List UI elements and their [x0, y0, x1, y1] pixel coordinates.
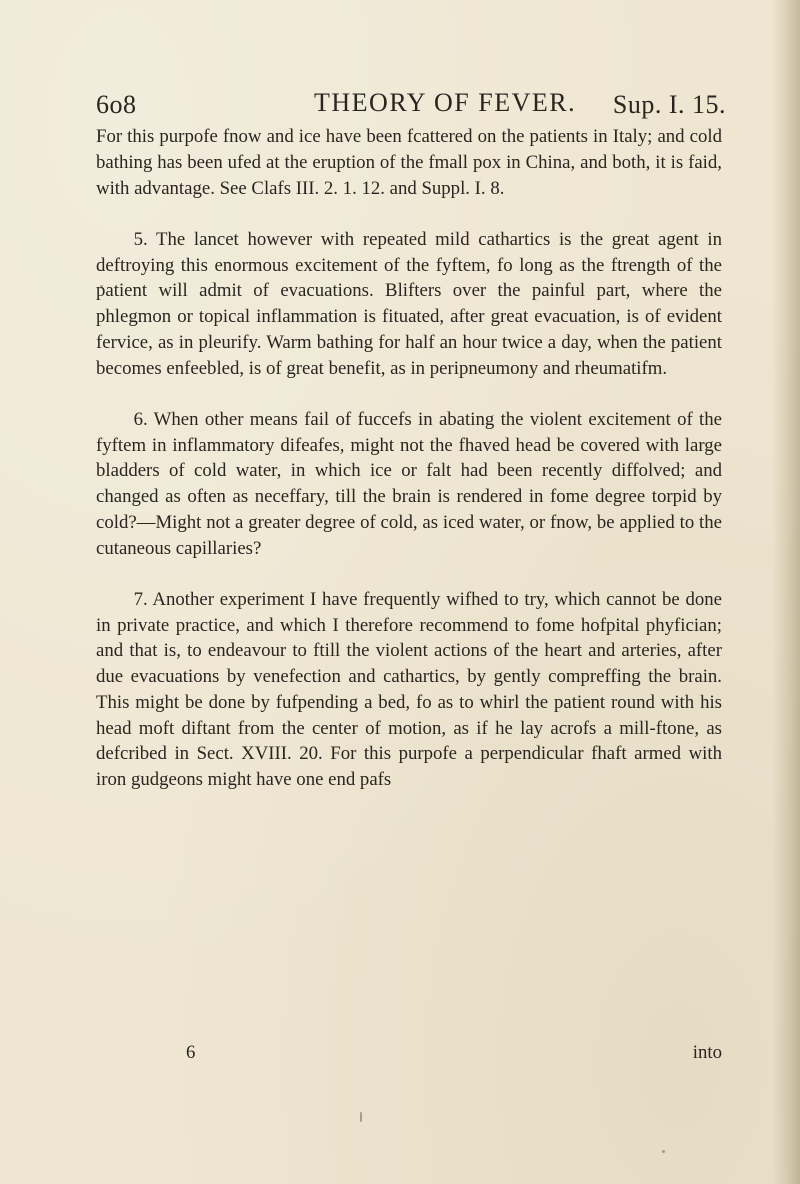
running-title: THEORY OF FEVER.	[314, 88, 577, 117]
body-text	[96, 124, 722, 818]
signature-mark: 6	[186, 1042, 196, 1063]
paragraph-6: 6. When other means fail of fuccefs in abating the violent excitement of the fyftem in inflammatory difeafes, might not the fhaved head be covered with large bladders of cold water, in which ice or falt had been recently diffolved; and changed as often as neceffary, till the brain is rendered in fome degree torpid by cold?—Might not a greater degree of cold, as iced water, or fnow, be applied to the cutaneous capillaries?	[96, 408, 722, 559]
page-number: 6o8	[96, 90, 137, 119]
paper-speck	[360, 1112, 362, 1122]
section-reference: Sup. I. 15.	[612, 90, 726, 119]
running-head	[96, 88, 726, 128]
paper-speck	[100, 285, 103, 288]
paragraph-7: 7. Another experiment I have frequently wifhed to try, which cannot be done in private practice, and which I therefore recommend to fome hofpital phyfician; and that is, to endeavour to ftill the violent actions of the heart and arteries, after due evacuations by venefection and cathartics, by gently compreffing the brain. This might be done by fufpending a bed, fo as to whirl the patient round with his head moft diftant from the center of motion, as if he lay acrofs a mill-ftone, as defcribed in Sect. XVIII. 20. For this purpofe a perpendicular fhaft armed with iron gudgeons might have one end pafs	[96, 588, 722, 790]
paragraph-5: 5. The lancet however with repeated mild cathartics is the great agent in deftroying this enormous excitement of the fyftem, fo long as the ftrength of the patient will admit of evacuations. Blifters over the painful part, where the phlegmon or topical inflammation is fituated, after great evacuation, is of evident fervice, as in pleurify. Warm bathing for half an hour twice a day, when the patient becomes enfeebled, is of great benefit, as in peripneumony and rheumatifm.	[96, 228, 722, 379]
catchword: into	[692, 1042, 722, 1063]
paper-speck	[662, 1150, 665, 1153]
page-edge-shadow	[772, 0, 800, 1184]
paragraph-intro: For this purpofe fnow and ice have been fcattered on the patients in Italy; and cold bathing has been ufed at the eruption of the fmall pox in China, and both, it is faid, with advantage. See Clafs III. 2. 1. 12. and Suppl. I. 8.	[96, 126, 722, 199]
catchline	[96, 1042, 722, 1068]
